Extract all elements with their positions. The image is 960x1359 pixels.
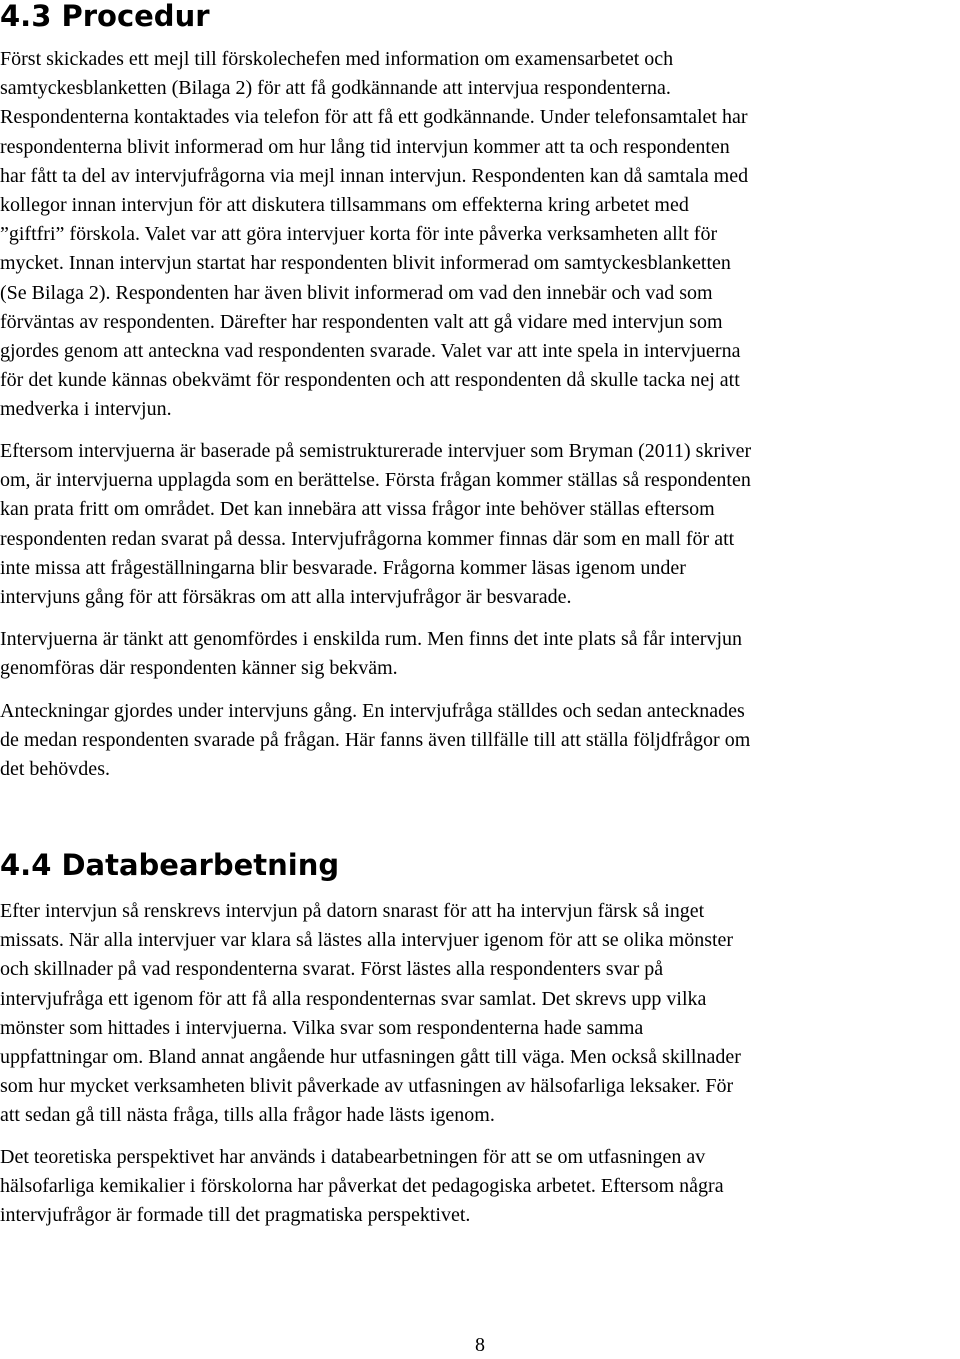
text-line: medverka i intervjun. [0,398,172,421]
text-line: kollegor innan intervjun för att diskutera tillsammans om effekterna kring arbetet med [0,194,689,217]
text-line: Intervjuerna är tänkt att genomfördes i enskilda rum. Men finns det inte plats så får intervjun [0,628,743,650]
text-line: respondenten redan svarat på dessa. Intervjufrågorna kommer finnas där som en mall för att [0,527,735,550]
text-line: inte missa att frågeställningarna blir besvarade. Frågorna kommer läsas igenom under [0,556,686,579]
text-line: intervjuns gång för att försäkras om att alla intervjufrågor är besvarade. [0,586,572,609]
section-heading-databearbetning: 4.4 Databearbetning [0,848,340,882]
text-line: intervjufrågor är formade till det pragmatiska perspektivet. [0,1204,471,1227]
text-line: genomföras där respondenten känner sig bekväm. [0,657,398,680]
paragraph-notes [0,697,960,785]
text-line: kan prata fritt om området. Det kan innebära att vissa frågor inte behöver ställas eftersom [0,498,715,521]
text-line: intervjufråga ett igenom för att få alla respondenternas svar samlat. Det skrevs upp vilka [0,987,707,1010]
paragraph-interview-location [0,625,960,683]
text-line: uppfattningar om. Bland annat angående hur utfasningen gått till väga. Men också skillnader [0,1046,741,1069]
text-line: har fått ta del av intervjufrågorna via mejl innan intervjun. Respondenten kan då samtala med [0,164,749,187]
text-line: om, är intervjuerna upplagda som en berättelse. Första frågan kommer ställas så respondenten [0,469,751,492]
text-line: samtyckesblanketten (Bilaga 2) för att få godkännande att intervjua respondenterna. [0,77,671,100]
text-line: Anteckningar gjordes under intervjuns gång. En intervjufråga ställdes och sedan antecknades [0,700,745,722]
paragraph-semistructured-interviews [0,437,960,612]
text-line: förväntas av respondenten. Därefter har respondenten valt att gå vidare med intervjun som [0,310,723,333]
text-line: Eftersom intervjuerna är baserade på semistrukturerade intervjuer som Bryman (2011) skriver [0,440,752,462]
text-line: att sedan gå till nästa fråga, tills alla frågor hade lästs igenom. [0,1104,495,1127]
text-line: hälsofarliga kemikalier i förskolorna har påverkat det pedagogiska arbetet. Eftersom några [0,1175,724,1198]
text-line: respondenterna blivit informerad om hur lång tid intervjun kommer att ta och respondenten [0,135,730,158]
text-line: det behövdes. [0,758,110,781]
text-line: ”giftfri” förskola. Valet var att göra intervjuer korta för inte påverka verksamheten allt för [0,223,718,246]
paragraph-procedur-intro [0,45,960,425]
page-number: 8 [475,1334,485,1356]
text-line: (Se Bilaga 2). Respondenten har även blivit informerad om vad den innebär och vad som [0,281,713,304]
paragraph-data-processing [0,897,960,1131]
text-line: Det teoretiska perspektivet har används i databearbetningen för att se om utfasningen av [0,1146,706,1168]
section-heading-procedur: 4.3 Procedur [0,0,210,33]
text-line: mönster som hittades i intervjuerna. Vilka svar som respondenterna hade samma [0,1016,644,1039]
text-line: för det kunde kännas obekvämt för respondenten och att respondenten då skulle tacka nej att [0,369,740,392]
text-line: som hur mycket verksamheten blivit påverkade av utfasningen av hälsofarliga leksaker. För [0,1075,734,1098]
text-line: de medan respondenten svarade på frågan. Här fanns även tillfälle till att ställa följdfrågor om [0,729,751,752]
paragraph-theoretical-perspective [0,1143,960,1231]
text-line: Först skickades ett mejl till förskolechefen med information om examensarbetet och [0,48,674,70]
text-line: och skillnader på vad respondenterna svarat. Först lästes alla respondenters svar på [0,958,664,981]
text-line: gjordes genom att anteckna vad respondenten svarade. Valet var att inte spela in intervjuerna [0,340,741,363]
text-line: Respondenterna kontaktades via telefon för att få ett godkännande. Under telefonsamtalet har [0,106,748,129]
text-line: missats. När alla intervjuer var klara så lästes alla intervjuer igenom för att se olika mönster [0,929,734,952]
text-line: Efter intervjun så renskrevs intervjun på datorn snarast för att ha intervjun färsk så inget [0,900,705,922]
text-line: mycket. Innan intervjun startat har respondenten blivit informerad om samtyckesblanketten [0,252,731,275]
